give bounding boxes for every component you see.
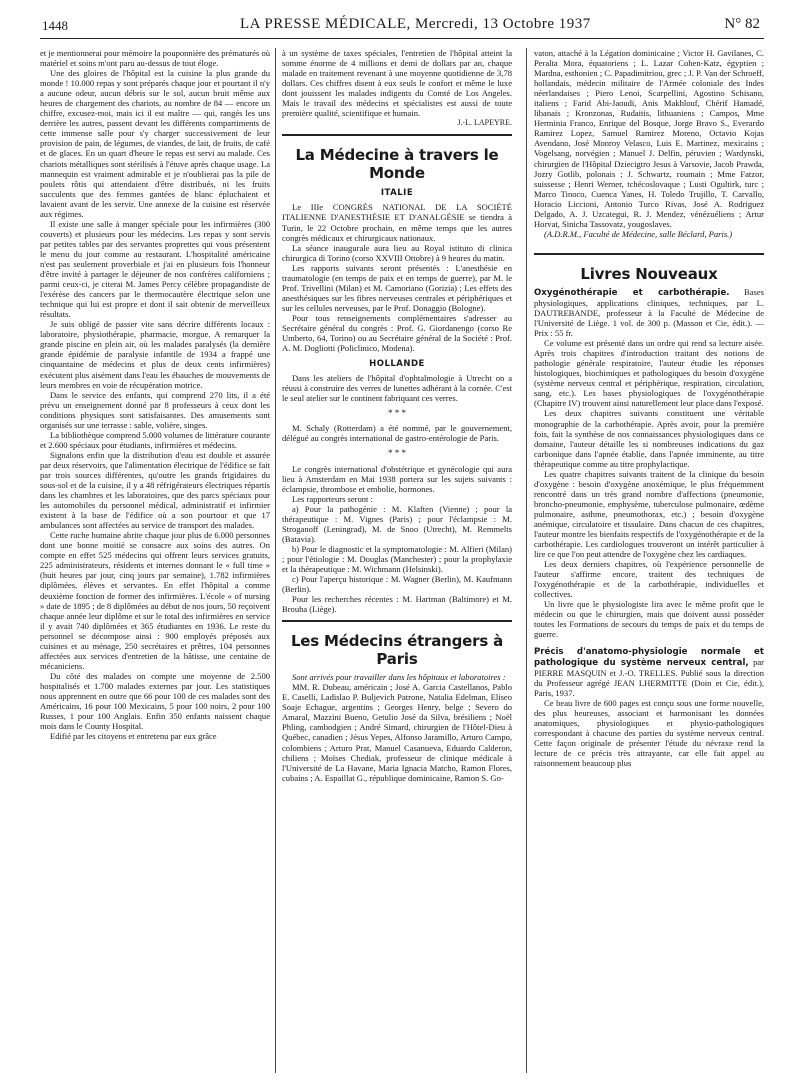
book-title: Oxygénothérapie et carbothérapie.	[534, 287, 730, 298]
paragraph: Ce beau livre de 600 pages est conçu sous une forme nouvelle, des plus heureuses, associant et harmonisant les données anatomiques, physiologiques et physio-pathologiques correspondant à chacune des parties du système nerveux central. Cette façon originale de présenter l'étude du névraxe rend la lecture de ce précis très attrayante, car elle fait appel au raisonnement beaucoup plus	[534, 697, 764, 769]
separator-stars: * * *	[388, 448, 406, 459]
paragraph: Dans les ateliers de l'hôpital d'ophtalmologie à Utrecht on a réussi à construire des verres de lunettes adhérant à la cornée. C'est le seul atelier sur le continent fabriquant ces verres.	[282, 373, 512, 404]
book-title: Précis d'anatomo-physiologie normale et pathologique du système nerveux central,	[534, 646, 764, 668]
section-title: Livres Nouveaux	[580, 264, 718, 283]
column-3	[534, 48, 764, 1078]
paragraph: Le congrès international d'obstétrique et gynécologie qui aura lieu à Amsterdam en Mai 1938 portera sur les sujets suivants : éclampsie, thrombose et embolie, hormones.	[282, 463, 512, 494]
column-1	[40, 48, 270, 1078]
column-2	[282, 48, 512, 1078]
section-divider	[282, 134, 512, 136]
paragraph: Signalons enfin que la distribution d'eau est double et assurée par deux réservoirs, que l'alimentation électrique de l'édifice se fait par trois sources différentes, qu'outre les grands frigidaires du sous-sol et de la cuisine, il y a 48 réfrigérateurs électriques répartis dans les chambres et les laboratoires, que des parcs spéciaux pour les automobiles du personnel médical, administratif et infirmier existent à la base de l'édifice où a son pourtour et que 17 ambulances sont affectées au service de transport des malades.	[40, 449, 270, 531]
column-rule-2	[526, 48, 527, 1073]
paragraph: et je mentionnerai pour mémoire la pouponnière des prématurés où matériel et soins m'ont paru au-dessus de tout éloge.	[40, 48, 270, 69]
paragraph: Les rapporteurs seront :	[292, 493, 373, 504]
paragraph: Pour les recherches récentes : M. Hartman (Baltimore) et M. Brouha (Liège).	[282, 594, 512, 615]
paragraph: vaton, attaché à la Légation dominicaine ; Victor H. Gavilanes, C. Peralta Mora, équatoriens ; L. Lazar Cohen-Katz, égyptien ; Mardna, esthonien ; C. Papadimitriou, grec ; J. P. Van der Schroeff, hollandais, médecin militaire de l'Armée coloniale des Indes néerlandaises ; Piero Lenoi, Scarpellini, Agostino Schisano, italiens ; Farid Abi-Jaoudi, Anis Makhlouf, Chérif Hamadé, libanais ; Kronzonas, Rudaitis, lithuaniens ; Campos, Mme Herminia Franco, Enrique del Bosque, Jorge Bravo S., Everardo Ramirez Lopez, Samuel Ramirez Moreno, Octavio Kojas Avendano, José Monroy Velasco, Luis E. Martinez, mexicains ; Vogelsang, norvégien ; Manuel J. Delfin, péruvien ; Wardynski, chirurgien de l'Hôpital Dziecigtro Jesus à Varsovie, Jacob Prawda, Jozry Gotlib, polonais ; J. Schwartz, roumain ; Mme Fatzor, suissesse ; Henri Werner, tchécoslovaque ; Lusti Ogultirk, turc ; Marco Tinoco, Cuenca Yanes, H. Toledo Trujillo, T. Carvallo, Horacio Liccioni, Antonio Turco Rivas, José A. Rodriguez Delgado, A. J. Uzcategui, R. J. Mendez, vénézuéliens ; Artur Horvat, Sinicha Tassovatz, yougoslaves.	[534, 48, 764, 229]
issue-number: N° 82	[724, 16, 760, 32]
paragraph: a) Pour la pathogénie : M. Klaften (Vienne) ; pour la thérapeutique : M. Vignes (Paris) ; pour l'éclampsie : M. Stroganoff (Leningrad), M. de Snoo (Utrecht), M. Remmelts (Batavia).	[282, 503, 512, 544]
paragraph: Je suis obligé de passer vite sans décrire différents locaux : laboratoire, physiothérapie, pharmacie, morgue. A remarquer la grande piscine en plein air, où les malades paralysés (la dernière grande épidémie de paralysie infantile de 1934 a frappé une cinquantaine de médecins et plus de deux cents infirmières) exécutent plus aisément dans l'eau les ébauches de mouvements de leurs membres en voie de récupération motrice.	[40, 319, 270, 390]
paragraph: Pour tous renseignements complémentaires s'adresser au Secrétaire général du congrès : Prof. G. Giordanengo (corso Re Umberto, 64, Torino) ou au Secrétaire général de la Société : Prof. A. M. Dogliotti (Policlinico, Modena).	[282, 312, 512, 354]
paragraph: Le IIIe CONGRÈS NATIONAL DE LA SOCIÉTÉ ITALIENNE D'ANESTHÉSIE ET D'ANALGÉSIE se tiendra à Turin, le 22 Octobre prochain, en même temps que les autres congrès médicaux et chirurgicaux nationaux.	[282, 202, 512, 243]
journal-title: LA PRESSE MÉDICALE, Mercredi, 13 Octobre 1937	[240, 16, 591, 32]
paragraph: Les deux chapitres suivants constituent une véritable monographie de la carbothérapie. Après avoir, pour la première fois, fait la synthèse de nos connaissances physiologiques dans ce domaine, l'auteur détaille les si nombreuses indications du gaz carbonique dans l'apnée établie, dans l'apnée imminente, au titre thérapeutique comme au titre prophylactique.	[534, 408, 764, 469]
country-heading-italie: ITALIE	[380, 188, 414, 199]
paragraph: Sont arrivés pour travailler dans les hôpitaux et laboratoires :	[292, 672, 506, 683]
paragraph: c) Pour l'aperçu historique : M. Wagner (Berlin), M. Kaufmann (Berlin).	[282, 574, 512, 595]
section-title: Les Médecins étrangers à Paris	[290, 632, 504, 669]
section-title: La Médecine à travers le Monde	[295, 146, 499, 183]
book-citation: par PIERRE MASQUIN et J.-O. TRELLES. Publié sous la direction du Professeur agrégé JEAN LHERMITTE (Doin et Cie, édit.), Paris, 1937.	[534, 656, 764, 698]
paragraph: Les deux derniers chapitres, où l'expérience personnelle de l'auteur s'affirme encore, traitent des techniques de l'oxygénothérapie et de la carbothérapie, individuelles et collectives.	[534, 559, 764, 600]
paragraph: Dans le service des enfants, qui comprend 270 lits, il a été prévu un enseignement donné par 8 professeurs à ceux dont les conditions physiques sont satisfaisantes. Des amusements sont organisés sur une terrasse : sable, volière, singes.	[40, 389, 270, 430]
author-signature: J.-L. LAPEYRE.	[457, 118, 512, 128]
paragraph: La bibliothèque comprend 5.000 volumes de littérature courante et 2.600 spéciaux pour étudiants, infirmières et médecins.	[40, 429, 270, 450]
paragraph: Ce volume est présenté dans un ordre qui rend sa lecture aisée. Après trois chapitres d'introduction traitant des notions de pathologie générale respiratoire, l'auteur étudie les réponses histologiques, biochimiques et pathologiques du besoin d'oxygène (système nerveux central et périphérique, respiration, circulation, sang, etc.). Les bases physiologiques de l'oxygénothérapie (Chapitre IV) trouvent ainsi naturellement leur place dans l'exposé.	[534, 338, 764, 409]
separator-stars: * * *	[388, 408, 406, 419]
paragraph: Cette ruche humaine abrite chaque jour plus de 6.000 personnes dont une bonne moitié se consacre aux soins des autres. On compte en effet 525 médecins qui offrent leurs services gratuits, 225 administrateurs, résidents et internes donnant le « full time » (huit heures par jour, cinq jours par semaine), 1.782 infirmières diplômées, élèves et servantes. En effet l'hôpital a comme deuxième fonction de former des infirmières. L'école « of nursing » date de 1895 ; de 8 diplômées au début de nos jours, 50 reçoivent chaque année leur diplôme et sur le total des infirmières en service il y avait 740 diplômées et 365 étudiantes en 1936. Le reste du personnel se décompose ainsi : 900 employés préposés aux cuisines et au ménage, 250 secrétaires et prêtres, 104 personnes affectées aux services d'entretien de la bâtisse, une centaine de mécaniciens.	[40, 530, 270, 671]
paragraph: Une des gloires de l'hôpital est la cuisine la plus grande du monde ! 10.000 repas y sont préparés chaque jour et pourtant il n'y a aucune odeur, aucun débris sur le sol, aucun bruit même aux heures de chargement des chariots, au nombre de 84 — encore un chiffre, excusez-moi, mais ici il est maître — qui, rangés les uns derrière les autres, passent devant les différents compartiments de cette immense salle pour s'y charger successivement de leur provision de pain, de légumes, de viandes, de lait, de fruits, de café et de glaces. En un quart d'heure le repas est servi au malade. Ces chariots métalliques sont stérilisés à l'étuve après chaque usage. La mannequin est vraiment admirable et je n'oublierai pas la pile de poulets rôtis qui attendaient d'être distribués, ni les fruits succulents que des femmes gantées de blanc épluchaient et lavaient avant de les servir. Une annexe de la cuisine est réservée aux régimes.	[40, 68, 270, 219]
paragraph: Il existe une salle à manger spéciale pour les infirmières (300 couverts) et plusieurs pour les médecins. Les repas y sont servis par petites tables par des servantes proprettes qui vous présentent le menu du jour comme au restaurant. L'hospitalité américaine n'est pas seulement proverbiale et j'ai en plusieurs fois l'honneur d'être invité à partager le déjeuner de nos confrères californiens ; parmi ceux-ci, je citerai M. James Percy célèbre propagandiste de l'exérèse des cancers par le thermocautère électrique selon une technique qui lui est propre et dont il sait obtenir de merveilleux résultats.	[40, 218, 270, 320]
section-divider	[534, 253, 764, 255]
paragraph: Un livre que le physiologiste lira avec le même profit que le médecin ou que le chirurgien, mais que doivent aussi posséder toutes les Formations de secours du temps de paix et du temps de guerre.	[534, 599, 764, 640]
paragraph: à un système de taxes spéciales, l'entretien de l'hôpital atteint la somme énorme de 4 millions et demi de dollars par an, chaque malade en traitement revenant à une moyenne quotidienne de 3,78 dollars. Ces chiffres disent à eux seuls le confort et même le luxe dont jouissent les malades indigents du Comté de Los Angeles. Mais le travail des médecins et spécialistes est aussi de toute première qualité, scientifique et humain.	[282, 48, 512, 119]
page-header	[40, 14, 764, 39]
book-citation: Bases physiologiques, applications cliniques, techniques, par L. DAUTREBANDE, professeur à la Faculté de Médecine de l'Université de Liège. 1 vol. de 300 p. (Masson et Cie, édit.). — Prix : 55 fr.	[534, 286, 764, 339]
paragraph: La séance inaugurale aura lieu au Royal istituto di clinica chirurgica di Torino (corso XXVIII Ottobre) à 9 heures du matin.	[282, 242, 512, 263]
paragraph: Edifié par les citoyens et entretenu par eux grâce	[50, 731, 217, 742]
paragraph: M. Schaly (Rotterdam) a été nommé, par le gouvernement, délégué au congrès international de gastro-entérologie de Paris.	[282, 423, 512, 444]
paragraph: MM. R. Dubeau, américain ; José A. Garcia Castellanos, Pablo E. Caselli, Ladislao P. Buljevich Patrone, Natalia Edelman, Eliseo Soaje Echague, argentins ; Georges Henry, belge ; Severo do Amaral, Mazzini Bueno, Getulio José da Silva, brésiliens ; Noël Phling, cambodgien ; André Simard, chirurgien de l'Hôtel-Dieu à Québec, canadien ; Jésus Yepes, Alfonso Jaramillo, Arturo Campo, colombiens ; Arturo Prat, Manuel Casanueva, Eduardo Calderon, chiliens ; Moïses Chediak, professeur de clinique médicale à l'Université de La Havane, Maria Ignacia Matcho, Ramon Flores, cubains ; A. Espaillat G., république dominicaine, Ramon S. Go-	[282, 682, 512, 783]
book-entry	[534, 646, 764, 698]
country-heading-hollande: HOLLANDE	[369, 359, 425, 370]
paragraph: Les quatre chapitres suivants traitent de la clinique du besoin d'oxygène : besoin d'oxygène anoxémique, le plus fréquemment rencontré dans un très grand nombre d'affections (pneumonie, broncho-pneumonie, emphysème, tuberculose pulmonaire, œdème pulmonaire, asthme, pneumothorax, etc.) ; besoin d'oxygène anémique, circulatoire et tissulaire. Dans chacun de ces chapitres, l'auteur montre les bienfaits respectifs de l'oxygénothérapie et de la carbothérapie. Les cardiologues trouveront un intérêt particulier à lire ce que l'on peut attendre de l'oxygène chez les cardiaques.	[534, 468, 764, 560]
paragraph: Du côté des malades on compte une moyenne de 2.500 hospitalisés et 1.700 malades externes par jour. Les statistiques nous apprennent en outre que 66 pour 100 de ces malades sont des Américains, 16 pour 100 Mexicains, 5 pour 100 noirs, 2 pour 100 Russes, 1 pour 100 Anglais. Enfin 350 enfants naissent chaque mois dans le County Hospital.	[40, 670, 270, 732]
paragraph: Les rapports suivants seront présentés : L'anesthésie en traumatologie (en temps de paix et en temps de guerre), par M. le Prof. Trivellini (Milan) et M. Camoriano (Gorizia) ; Les effets des anesthésiques sur les fibres nerveuses centrales et périphériques et sur les cellules nerveuses, par le Prof. Donaggio (Bologne).	[282, 262, 512, 313]
page-number: 1448	[42, 18, 68, 33]
book-entry	[534, 287, 764, 338]
column-rule-1	[275, 48, 276, 1073]
paragraph: b) Pour le diagnostic et la symptomatologie : M. Alfieri (Milan) ; pour l'étiologie : M. Douglas (Manchester) ; pour la prophylaxie et la thérapeutique : M. Wichmann (Helsinski).	[282, 543, 512, 574]
list-source: (A.D.R.M., Faculté de Médecine, salle Béclard, Paris.)	[544, 228, 733, 239]
section-divider	[282, 620, 512, 622]
